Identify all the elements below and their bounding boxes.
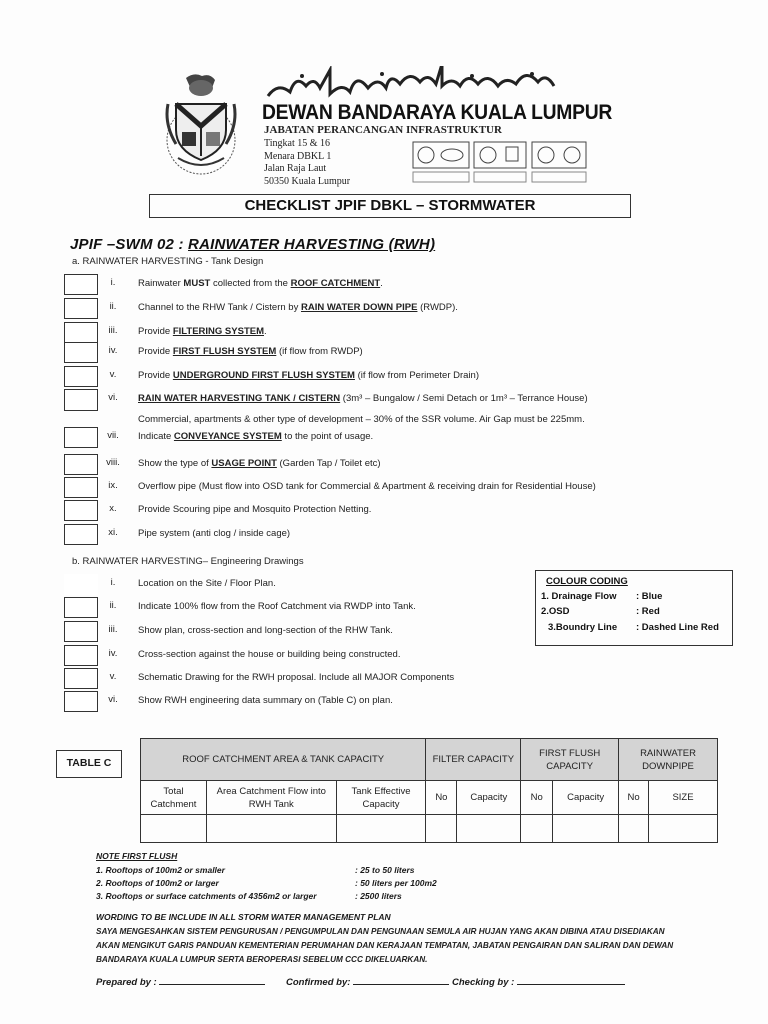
checkbox[interactable]	[64, 524, 98, 545]
item-number: iv.	[108, 648, 118, 659]
table-column-header: Capacity	[457, 781, 521, 815]
address-block	[264, 138, 350, 188]
item-number: ix.	[108, 480, 118, 491]
colour-coding-box	[535, 570, 733, 646]
item-text	[138, 369, 479, 382]
item-text-part: Rainwater	[138, 278, 184, 289]
table-c-label: TABLE C	[56, 750, 122, 778]
table-cell-input[interactable]	[426, 815, 457, 843]
item-text-part: Commercial, apartments & other type of development – 30% of the SSR volume. Air Gap must be 225mm.	[138, 414, 585, 425]
checkbox[interactable]	[64, 691, 98, 712]
colour-label: 2.OSD	[541, 606, 570, 617]
item-number: iii.	[108, 325, 118, 336]
wording-text: SAYA MENGESAHKAN SISTEM PENGURUSAN / PENGUMPULAN DAN PENGUNAAN SEMULA AIR HUJAN YANG AKAN DIBINA ATAU DISEDIAKAN AKAN MENGIKUT GARIS PANDUAN KEMENTERIAN PERUMAHAN DAN KERAJAAN TEMPATAN, JABATAN PENGAIRAN DAN SALIRAN DAN DEWAN BANDARAYA KUALA LUMPUR SERTA BEROPERASI SEBELUM CCC DIKELUARKAN.	[96, 927, 674, 964]
table-column-header: Total Catchment	[141, 781, 207, 815]
section-b-title: b. RAINWATER HARVESTING– Engineering Drawings	[72, 556, 304, 567]
table-group-header: FIRST FLUSH CAPACITY	[521, 739, 619, 781]
checklist-title: CHECKLIST JPIF DBKL – STORMWATER	[149, 194, 631, 218]
note-label: 1. Rooftops of 100m2 or smaller	[96, 865, 225, 875]
note-label: 3. Rooftops or surface catchments of 4356m2 or larger	[96, 891, 317, 901]
note-value: : 2500 liters	[355, 891, 402, 901]
colour-label: 1. Drainage Flow	[541, 591, 617, 602]
checkbox[interactable]	[64, 668, 98, 689]
item-number: xi.	[108, 527, 118, 538]
checkbox[interactable]	[64, 500, 98, 521]
checkbox[interactable]	[64, 298, 98, 319]
item-text: Schematic Drawing for the RWH proposal. Include all MAJOR Components	[138, 672, 455, 683]
prepared-by-label: Prepared by :	[96, 977, 157, 988]
item-text	[138, 325, 267, 338]
item-text-part: (if flow from Perimeter Drain)	[354, 370, 480, 381]
item-text-part: Channel to the RHW Tank / Cistern by	[138, 302, 301, 313]
item-text-part: Show the type of	[138, 458, 212, 469]
checkbox[interactable]	[64, 366, 98, 387]
table-cell-input[interactable]	[619, 815, 649, 843]
address-line: 50350 Kuala Lumpur	[264, 175, 351, 187]
dbkl-crest-logo	[156, 70, 246, 178]
item-text-part: (3m³ – Bungalow / Semi Detach or 1m³ – Terrance House)	[340, 393, 588, 404]
table-cell-input[interactable]	[206, 815, 336, 843]
colour-label: 3.Boundry Line	[548, 622, 618, 633]
checkbox[interactable]	[64, 454, 98, 475]
checkbox[interactable]	[64, 645, 98, 666]
address-line: Menara DBKL 1	[264, 150, 332, 162]
section-a-title: a. RAINWATER HARVESTING - Tank Design	[72, 256, 264, 267]
item-text-part: Indicate	[138, 431, 174, 442]
item-text-part: Provide	[138, 326, 173, 337]
table-row	[141, 815, 718, 843]
table-column-header: Area Catchment Flow into RWH Tank	[206, 781, 336, 815]
item-text	[138, 457, 381, 470]
checking-by-field[interactable]	[452, 975, 625, 988]
item-text	[138, 480, 596, 493]
item-text-part: to the point of usage.	[281, 431, 374, 442]
table-column-header: Capacity	[553, 781, 619, 815]
item-keyword: CONVEYANCE SYSTEM	[173, 431, 282, 442]
item-number: ii.	[109, 301, 117, 312]
item-number: x.	[109, 503, 117, 514]
item-text-part: Provide	[138, 346, 173, 357]
confirmed-by-label: Confirmed by:	[286, 977, 351, 988]
item-text-part: (if flow from RWDP)	[276, 346, 363, 357]
item-text	[138, 388, 588, 430]
item-number: vi.	[108, 694, 118, 705]
table-group-header: RAINWATER DOWNPIPE	[619, 739, 718, 781]
table-column-header: Tank Effective Capacity	[336, 781, 426, 815]
item-text-part: Pipe system (anti clog / inside cage)	[138, 528, 291, 539]
item-number: v.	[109, 369, 117, 380]
colour-value: : Blue	[636, 591, 663, 602]
prepared-by-field[interactable]	[96, 975, 265, 988]
signature-line[interactable]	[159, 975, 265, 985]
item-text: Show RWH engineering data summary on (Table C) on plan.	[138, 695, 393, 706]
item-text: Location on the Site / Floor Plan.	[138, 578, 276, 589]
table-column-header: SIZE	[649, 781, 718, 815]
confirmed-by-field[interactable]	[286, 975, 449, 988]
item-text-part: (RWDP).	[417, 302, 458, 313]
table-cell-input[interactable]	[141, 815, 207, 843]
item-number: iii.	[108, 624, 118, 635]
checkbox[interactable]	[64, 322, 98, 343]
colour-value: : Red	[636, 606, 660, 617]
checkbox[interactable]	[64, 597, 98, 618]
item-number: vii.	[107, 430, 119, 441]
wording-title: WORDING TO BE INCLUDE IN ALL STORM WATER MANAGEMENT PLAN	[96, 912, 391, 922]
item-number: vi.	[108, 392, 118, 403]
checkbox[interactable]	[64, 342, 98, 363]
item-text: Indicate 100% flow from the Roof Catchment via RWDP into Tank.	[138, 601, 416, 612]
item-text-part: (Garden Tap / Toilet etc)	[276, 458, 381, 469]
item-number: i.	[110, 277, 116, 288]
item-keyword: RAIN WATER DOWN PIPE	[300, 302, 418, 313]
address-line: Jalan Raja Laut	[264, 163, 327, 174]
item-text: Cross-section against the house or building being constructed.	[138, 649, 401, 660]
checkbox[interactable]	[64, 389, 98, 411]
table-group-header: ROOF CATCHMENT AREA & TANK CAPACITY	[141, 739, 426, 781]
item-text	[138, 345, 363, 358]
item-number: iv.	[108, 345, 118, 356]
item-keyword: USAGE POINT	[211, 458, 277, 469]
heading-prefix: JPIF –SWM 02 :	[70, 236, 189, 253]
item-text: Show plan, cross-section and long-section of the RHW Tank.	[138, 625, 393, 636]
table-cell-input[interactable]	[336, 815, 426, 843]
signature-line[interactable]	[353, 975, 449, 985]
document-heading	[70, 236, 435, 253]
checkbox[interactable]	[64, 574, 98, 595]
organization-name: DEWAN BANDARAYA KUALA LUMPUR	[262, 101, 613, 124]
address-line: Tingkat 15 & 16	[264, 138, 331, 149]
item-emphasis: MUST	[183, 278, 211, 289]
note-value: : 25 to 50 liters	[355, 865, 415, 875]
note-value: : 50 liters per 100m2	[355, 878, 437, 888]
item-keyword: ROOF CATCHMENT	[290, 278, 381, 289]
checkbox[interactable]	[64, 274, 98, 295]
item-text	[138, 503, 371, 516]
iso-certification-logos	[412, 141, 588, 185]
table-column-header: No	[521, 781, 553, 815]
item-text	[138, 527, 290, 540]
note-label: 2. Rooftops of 100m2 or larger	[96, 878, 219, 888]
item-text-part: collected from the	[210, 278, 291, 289]
first-flush-note-title: NOTE FIRST FLUSH	[96, 851, 178, 861]
table-cell-input[interactable]	[553, 815, 619, 843]
item-keyword: FILTERING SYSTEM	[172, 326, 264, 337]
item-text-part: Overflow pipe (Must flow into OSD tank for Commercial & Apartment & receiving drain for Residential House)	[138, 481, 596, 492]
colour-value: : Dashed Line Red	[636, 622, 719, 633]
checking-by-label: Checking by :	[452, 977, 515, 988]
department-name: JABATAN PERANCANGAN INFRASTRUKTUR	[264, 124, 502, 136]
table-cell-input[interactable]	[649, 815, 718, 843]
item-keyword: RAIN WATER HARVESTING TANK / CISTERN	[138, 393, 341, 404]
colour-coding-title: COLOUR CODING	[546, 576, 628, 587]
table-cell-input[interactable]	[457, 815, 521, 843]
table-column-header: No	[619, 781, 649, 815]
item-text-part: Provide	[138, 370, 173, 381]
jawi-name-logo	[262, 66, 574, 106]
item-number: viii.	[106, 457, 120, 468]
signature-line[interactable]	[517, 975, 625, 985]
table-group-header: FILTER CAPACITY	[426, 739, 521, 781]
item-text	[138, 430, 373, 443]
item-keyword: UNDERGROUND FIRST FLUSH SYSTEM	[172, 370, 355, 381]
checkbox[interactable]	[64, 477, 98, 498]
item-text-part: .	[264, 326, 267, 337]
item-text-part: .	[380, 278, 383, 289]
heading-main: RAINWATER HARVESTING (RWH)	[188, 236, 436, 253]
item-text	[138, 301, 458, 314]
table-column-header: No	[426, 781, 457, 815]
item-number: v.	[109, 671, 117, 682]
checkbox[interactable]	[64, 621, 98, 642]
item-text	[138, 277, 383, 290]
table-cell-input[interactable]	[521, 815, 553, 843]
item-number: ii.	[109, 600, 117, 611]
item-text-part: Provide Scouring pipe and Mosquito Protection Netting.	[138, 504, 372, 515]
item-keyword: FIRST FLUSH SYSTEM	[172, 346, 277, 357]
checkbox[interactable]	[64, 427, 98, 448]
item-number: i.	[110, 577, 116, 588]
table-c	[140, 738, 718, 843]
